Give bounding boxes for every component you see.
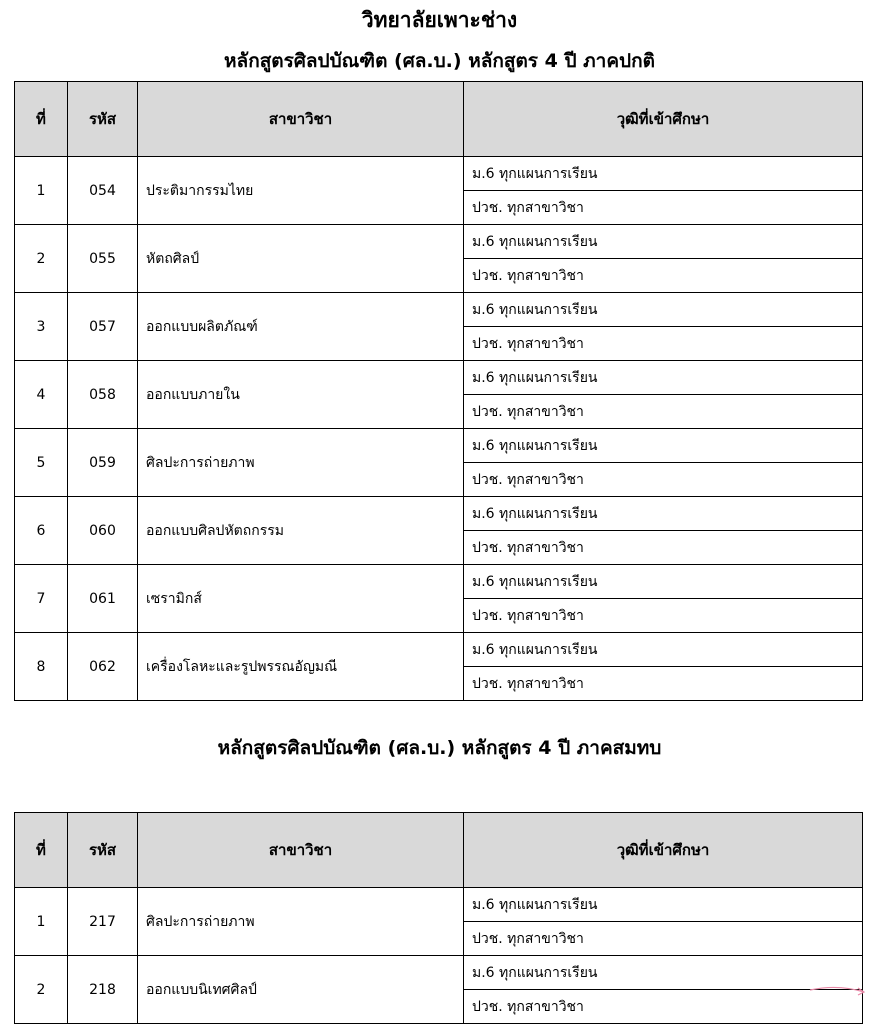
row-code: 058 xyxy=(68,361,138,429)
row-major: หัตถศิลป์ xyxy=(138,225,464,293)
row-qualification-vc: ปวช. ทุกสาขาวิชา xyxy=(464,327,863,361)
evening-program-table xyxy=(14,812,863,1024)
row-qualification-vc: ปวช. ทุกสาขาวิชา xyxy=(464,259,863,293)
row-code: 054 xyxy=(68,157,138,225)
header-major: สาขาวิชา xyxy=(138,813,464,888)
row-qualification-vc: ปวช. ทุกสาขาวิชา xyxy=(464,463,863,497)
row-number: 1 xyxy=(15,157,68,225)
header-qualification: วุฒิที่เข้าศึกษา xyxy=(464,813,863,888)
regular-program-heading: หลักสูตรศิลปบัณฑิต (ศล.บ.) หลักสูตร 4 ปี ภาคปกติ xyxy=(224,50,655,72)
row-code: 057 xyxy=(68,293,138,361)
row-qualification-hs: ม.6 ทุกแผนการเรียน xyxy=(464,633,863,667)
row-qualification-hs: ม.6 ทุกแผนการเรียน xyxy=(464,293,863,327)
row-qualification-hs: ม.6 ทุกแผนการเรียน xyxy=(464,225,863,259)
row-qualification-hs: ม.6 ทุกแผนการเรียน xyxy=(464,956,863,990)
table-header-row xyxy=(15,82,863,157)
row-code: 061 xyxy=(68,565,138,633)
header-no: ที่ xyxy=(15,813,68,888)
row-major: ออกแบบนิเทศศิลป์ xyxy=(138,956,464,1024)
regular-program-table xyxy=(14,81,863,701)
row-qualification-hs: ม.6 ทุกแผนการเรียน xyxy=(464,361,863,395)
header-code: รหัส xyxy=(68,813,138,888)
table-row xyxy=(15,888,863,922)
row-code: 059 xyxy=(68,429,138,497)
arrow-annotation-icon xyxy=(808,982,868,998)
row-number: 2 xyxy=(15,956,68,1024)
header-no: ที่ xyxy=(15,82,68,157)
row-code: 217 xyxy=(68,888,138,956)
row-number: 3 xyxy=(15,293,68,361)
row-qualification-hs: ม.6 ทุกแผนการเรียน xyxy=(464,497,863,531)
table-row xyxy=(15,429,863,463)
table-row xyxy=(15,956,863,990)
row-qualification-vc: ปวช. ทุกสาขาวิชา xyxy=(464,395,863,429)
table-row xyxy=(15,225,863,259)
table-row xyxy=(15,497,863,531)
table-header-row xyxy=(15,813,863,888)
row-number: 8 xyxy=(15,633,68,701)
row-major: ศิลปะการถ่ายภาพ xyxy=(138,429,464,497)
page-title: วิทยาลัยเพาะช่าง xyxy=(361,8,518,32)
row-qualification-vc: ปวช. ทุกสาขาวิชา xyxy=(464,191,863,225)
table-body xyxy=(15,888,863,1024)
row-qualification-vc: ปวช. ทุกสาขาวิชา xyxy=(464,990,863,1024)
row-code: 062 xyxy=(68,633,138,701)
row-number: 6 xyxy=(15,497,68,565)
row-major: เซรามิกส์ xyxy=(138,565,464,633)
row-major: ออกแบบศิลปหัตถกรรม xyxy=(138,497,464,565)
header-major: สาขาวิชา xyxy=(138,82,464,157)
row-major: ศิลปะการถ่ายภาพ xyxy=(138,888,464,956)
row-number: 1 xyxy=(15,888,68,956)
row-number: 7 xyxy=(15,565,68,633)
row-qualification-hs: ม.6 ทุกแผนการเรียน xyxy=(464,565,863,599)
row-qualification-vc: ปวช. ทุกสาขาวิชา xyxy=(464,531,863,565)
row-code: 060 xyxy=(68,497,138,565)
row-qualification-vc: ปวช. ทุกสาขาวิชา xyxy=(464,599,863,633)
table-row xyxy=(15,565,863,599)
evening-program-heading: หลักสูตรศิลปบัณฑิต (ศล.บ.) หลักสูตร 4 ปี ภาคสมทบ xyxy=(217,737,662,759)
row-number: 5 xyxy=(15,429,68,497)
row-qualification-vc: ปวช. ทุกสาขาวิชา xyxy=(464,922,863,956)
header-qualification: วุฒิที่เข้าศึกษา xyxy=(464,82,863,157)
table-row xyxy=(15,157,863,191)
table-row xyxy=(15,633,863,667)
row-major: ประติมากรรมไทย xyxy=(138,157,464,225)
row-number: 4 xyxy=(15,361,68,429)
row-code: 055 xyxy=(68,225,138,293)
row-qualification-hs: ม.6 ทุกแผนการเรียน xyxy=(464,888,863,922)
table-body xyxy=(15,157,863,701)
row-qualification-hs: ม.6 ทุกแผนการเรียน xyxy=(464,157,863,191)
row-code: 218 xyxy=(68,956,138,1024)
row-major: ออกแบบผลิตภัณฑ์ xyxy=(138,293,464,361)
row-number: 2 xyxy=(15,225,68,293)
table-row xyxy=(15,361,863,395)
row-qualification-hs: ม.6 ทุกแผนการเรียน xyxy=(464,429,863,463)
row-major: ออกแบบภายใน xyxy=(138,361,464,429)
table-row xyxy=(15,293,863,327)
row-major: เครื่องโลหะและรูปพรรณอัญมณี xyxy=(138,633,464,701)
row-qualification-vc: ปวช. ทุกสาขาวิชา xyxy=(464,667,863,701)
header-code: รหัส xyxy=(68,82,138,157)
